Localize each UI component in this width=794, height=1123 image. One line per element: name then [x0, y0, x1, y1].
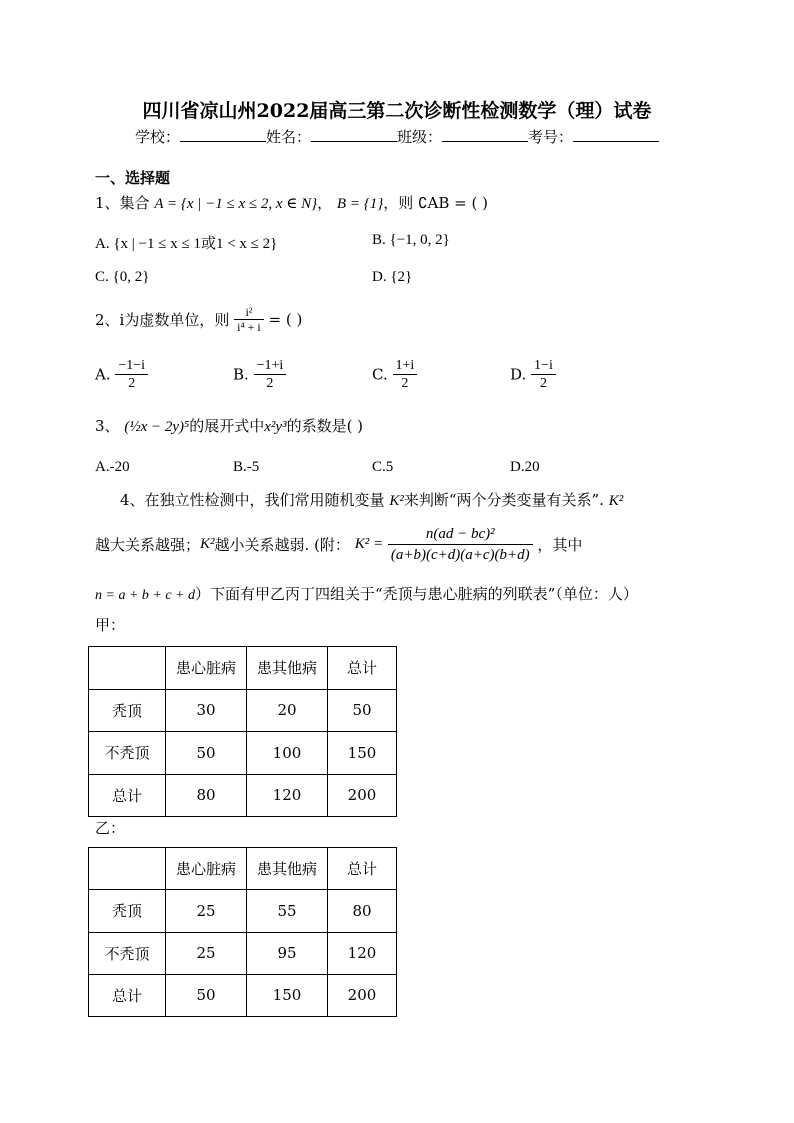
q4-line2-c: ，其中 — [537, 536, 583, 554]
table-cell: 50 — [166, 974, 247, 1016]
q1-option-b[interactable]: B. {−1, 0, 2} — [372, 232, 450, 248]
q2-option-c-fraction — [393, 357, 418, 392]
table-header-cell — [89, 647, 166, 690]
table-cell: 30 — [166, 689, 247, 732]
q2-option-a-den: 2 — [128, 376, 136, 391]
contingency-table-jia — [88, 646, 397, 817]
table-cell: 总计 — [89, 974, 166, 1016]
q4-k2-symbol: K² — [389, 493, 404, 509]
q2-option-c-den: 2 — [401, 376, 409, 391]
q3-option-d[interactable]: D.20 — [510, 459, 540, 475]
table-cell: 80 — [328, 890, 397, 932]
table-header-row — [89, 647, 397, 690]
q2-option-a-fraction — [115, 357, 148, 392]
q1-option-c[interactable]: C. {0, 2} — [95, 269, 150, 285]
q2-option-c-num: 1+i — [393, 357, 418, 375]
table-cell: 秃顶 — [89, 689, 166, 732]
q3-suffix: 的系数是( ) — [286, 417, 364, 435]
table-cell: 100 — [247, 732, 328, 775]
table-jia-label: 甲： — [95, 616, 126, 634]
q4-line1-text-b: 来判断“两个分类变量有关系”. — [403, 491, 604, 509]
table-row — [89, 890, 397, 932]
q2-option-b-fraction — [254, 357, 287, 392]
q3-term: x²y³ — [264, 419, 287, 435]
q2-fraction-numerator: i² — [234, 305, 264, 320]
q2-option-d-den: 2 — [539, 376, 547, 391]
section-heading: 一、选择题 — [95, 169, 171, 187]
q2-ask: = ( ) — [268, 310, 303, 329]
table-cell: 200 — [328, 974, 397, 1016]
table-header-cell: 患心脏病 — [166, 647, 247, 690]
table-cell: 150 — [328, 732, 397, 775]
table-header-row — [89, 848, 397, 890]
question-1-stem: 1、集合 A = {x | −1 ≤ x ≤ 2, x ∈ N}， B = {1}，则 ∁AB = ( ) — [95, 194, 488, 212]
q4-formula-lhs: K² = — [354, 536, 384, 552]
table-header-cell: 患其他病 — [247, 647, 328, 690]
q3-option-c[interactable]: C.5 — [372, 459, 394, 475]
q1-option-d[interactable]: D. {2} — [372, 269, 413, 285]
q2-option-a[interactable] — [95, 357, 148, 392]
q4-line3-text: ）下面有甲乙丙丁四组关于“秃顶与患心脏病的列联表”（单位：人） — [195, 585, 638, 603]
table-cell: 150 — [247, 974, 328, 1016]
table-header-cell: 患其他病 — [247, 848, 328, 890]
table-cell: 总计 — [89, 774, 166, 817]
q3-mid: 的展开式中 — [189, 417, 265, 435]
school-label: 学校： — [134, 128, 180, 146]
table-cell: 200 — [328, 774, 397, 817]
table-cell: 25 — [166, 932, 247, 974]
question-4-line-2 — [95, 524, 582, 565]
q2-option-d-fraction — [531, 357, 556, 392]
q2-option-c[interactable] — [372, 357, 417, 392]
question-4-line-1 — [120, 489, 623, 510]
table-cell: 20 — [247, 689, 328, 732]
contingency-table-yi — [88, 847, 397, 1017]
class-label: 班级： — [397, 128, 443, 146]
question-4-line-3 — [95, 583, 638, 604]
q2-option-a-label: A. — [95, 365, 111, 384]
q4-line2-b: 越小关系越弱. (附： — [214, 536, 350, 554]
q1-option-a[interactable]: A. {x | −1 ≤ x ≤ 1或1 < x ≤ 2} — [95, 236, 278, 252]
q4-k2-symbol-2: K² — [608, 493, 624, 509]
table-header-cell: 患心脏病 — [166, 848, 247, 890]
class-blank[interactable] — [442, 127, 528, 142]
table-cell: 不秃顶 — [89, 732, 166, 775]
table-cell: 50 — [328, 689, 397, 732]
table-cell: 不秃顶 — [89, 932, 166, 974]
table-row — [89, 732, 397, 775]
q3-prefix: 3、 — [95, 417, 120, 435]
q4-line2-a: 越大关系越强； — [95, 536, 201, 554]
table-header-cell: 总计 — [328, 848, 397, 890]
table-header-cell: 总计 — [328, 647, 397, 690]
q4-k2-symbol-3: K² — [200, 536, 215, 552]
q1-ask: ，则 ∁AB = ( ) — [383, 194, 488, 212]
q2-option-d[interactable] — [510, 357, 556, 392]
q1-set-a: A = {x | −1 ≤ x ≤ 2, x ∈ N} — [154, 196, 318, 212]
q2-option-b-den: 2 — [266, 376, 274, 391]
q4-formula-denominator: (a+b)(c+d)(a+c)(b+d) — [390, 547, 530, 563]
name-label: 姓名： — [265, 128, 311, 146]
q2-option-b-num: −1+i — [254, 357, 287, 375]
q2-option-a-num: −1−i — [115, 357, 148, 375]
q1-set-b: B = {1} — [336, 196, 384, 212]
q4-n-formula: n = a + b + c + d — [95, 588, 196, 603]
table-cell: 50 — [166, 732, 247, 775]
q1-prefix: 1、集合 — [95, 194, 150, 212]
table-yi-label: 乙： — [95, 819, 126, 837]
q2-fraction — [234, 305, 264, 334]
q4-formula-fraction — [388, 524, 533, 565]
q2-fraction-denominator: i⁴ + i — [237, 320, 261, 334]
q4-line1-text: 4、在独立性检测中，我们常用随机变量 — [120, 491, 385, 509]
exam-number-blank[interactable] — [573, 127, 659, 142]
table-cell: 秃顶 — [89, 890, 166, 932]
q2-option-b[interactable] — [233, 357, 286, 392]
q2-option-d-label: D. — [510, 365, 527, 384]
table-cell: 120 — [247, 774, 328, 817]
table-header-cell — [89, 848, 166, 890]
page-title: 四川省凉山州2022届高三第二次诊断性检测数学（理）试卷 — [142, 100, 652, 122]
question-2-stem — [95, 305, 302, 334]
table-cell: 120 — [328, 932, 397, 974]
table-row — [89, 689, 397, 732]
table-row — [89, 774, 397, 817]
q3-option-b[interactable]: B.-5 — [233, 459, 260, 475]
exam-number-label: 考号： — [528, 128, 574, 146]
table-cell: 25 — [166, 890, 247, 932]
q2-option-b-label: B. — [233, 365, 249, 384]
student-info-line — [0, 126, 794, 147]
q3-option-a[interactable]: A.-20 — [95, 459, 130, 475]
name-blank[interactable] — [311, 127, 397, 142]
question-3-stem — [95, 415, 363, 436]
table-cell: 55 — [247, 890, 328, 932]
q2-option-c-label: C. — [372, 365, 388, 384]
table-cell: 95 — [247, 932, 328, 974]
school-blank[interactable] — [180, 127, 266, 142]
table-row — [89, 974, 397, 1016]
table-cell: 80 — [166, 774, 247, 817]
q3-expression: (½x − 2y)⁵ — [124, 419, 190, 435]
q2-stem-text: 2、i为虚数单位，则 — [95, 311, 230, 329]
q2-option-d-num: 1−i — [531, 357, 556, 375]
q4-formula-numerator: n(ad − bc)² — [388, 524, 533, 545]
table-row — [89, 932, 397, 974]
